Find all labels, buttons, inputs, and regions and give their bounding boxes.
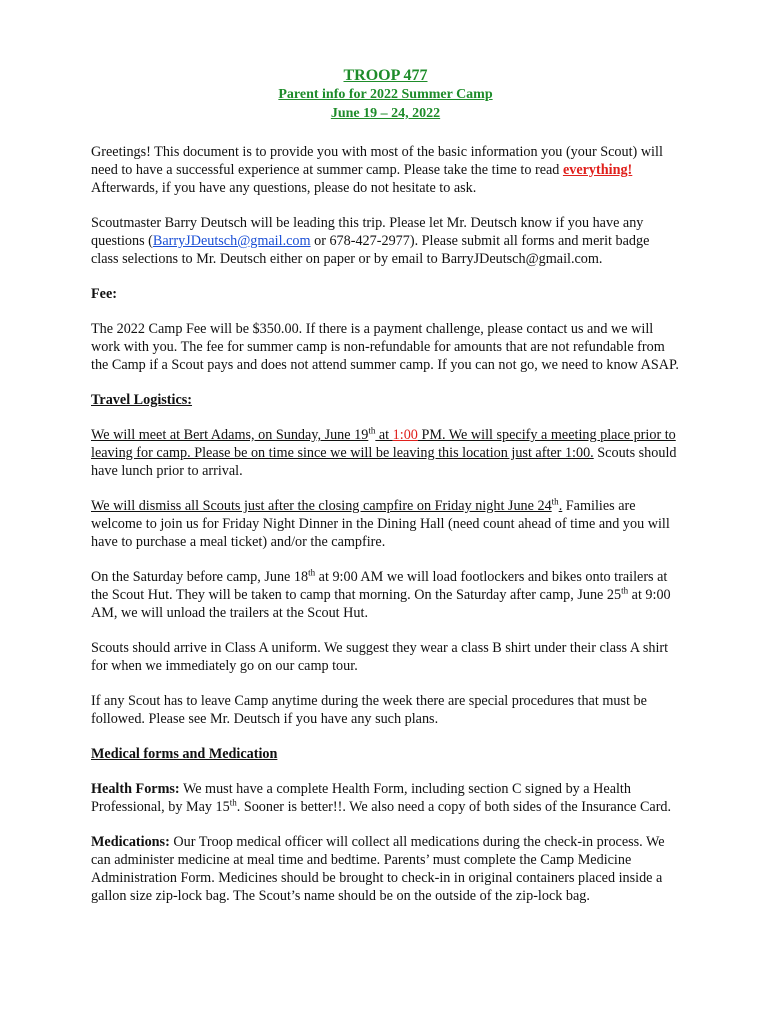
email-link[interactable]: BarryJDeutsch@gmail.com [152,233,311,249]
travel-heading: Travel Logistics: [91,392,193,408]
health-forms-label: Health Forms: [91,781,180,797]
medical-heading: Medical forms and Medication [91,746,278,762]
meet-paragraph: We will meet at Bert Adams, on Sunday, June 19th at 1:00 PM. We will specify a meeting place prior to leaving for camp. Please be on time since we will be leaving this location just after 1:00. Scouts should have lunch prior to arrival. [91,425,677,479]
camp-dates: June 19 – 24, 2022 [330,106,441,121]
health-forms-paragraph: Health Forms: We must have a complete Health Form, including section C signed by a Health Professional, by May 15th. Sooner is better!!. We also need a copy of both sides of the Insurance Card. [91,781,672,815]
emphasis-everything: everything! [562,162,633,178]
document-title: TROOP 477 [343,67,428,84]
departure-time: 1:00 [392,427,418,443]
greetings-paragraph: Greetings! This document is to provide you with most of the basic information you (your Scout) will need to have a successful experience at summer camp. Please take the time to read everything! Afterwards, if you have any questions, please do not hesitate to ask. [91,144,663,196]
saturday-paragraph: On the Saturday before camp, June 18th at 9:00 AM we will load footlockers and bikes onto trailers at the Scout Hut. They will be taken to camp that morning. On the Saturday after camp, June 25th at 9:00 AM, we will unload the trailers at the Scout Hut. [91,567,671,621]
fee-heading: Fee: [91,286,117,302]
uniform-paragraph: Scouts should arrive in Class A uniform. We suggest they wear a class B shirt under their class A shirt for when we immediately go on our camp tour. [91,640,669,674]
scoutmaster-paragraph: Scoutmaster Barry Deutsch will be leading this trip. Please let Mr. Deutsch know if you have any questions (BarryJDeutsch@gmail.com or 678-427-2977). Please submit all forms and merit badge class selections to Mr. Deutsch either on paper or by email to BarryJDeutsch@gmail.com. [91,215,650,267]
dismiss-paragraph: We will dismiss all Scouts just after the closing campfire on Friday night June 24th. Families are welcome to join us for Friday Night Dinner in the Dining Hall (need count ahead of time and you will have to purchase a meal ticket) and/or the campfire. [91,496,670,550]
leave-camp-paragraph: If any Scout has to leave Camp anytime during the week there are special procedures that must be followed. Please see Mr. Deutsch if you have any such plans. [91,693,647,727]
medications-paragraph: Medications: Our Troop medical officer will collect all medications during the check-in process. We can administer medicine at meal time and bedtime. Parents’ must complete the Camp Medicine Administration Form. Medicines should be brought to check-in in original containers placed inside a gallon size zip-lock bag. The Scout’s name should be on the outside of the zip-lock bag. [91,834,665,904]
medications-label: Medications: [91,834,170,850]
fee-paragraph: The 2022 Camp Fee will be $350.00. If there is a payment challenge, please contact us and we will work with you. The fee for summer camp is non-refundable for amounts that are not refundable from the Camp if a Scout pays and does not attend summer camp. If you can not go, we need to know ASAP. [91,321,679,373]
document-subtitle: Parent info for 2022 Summer Camp [278,87,493,102]
